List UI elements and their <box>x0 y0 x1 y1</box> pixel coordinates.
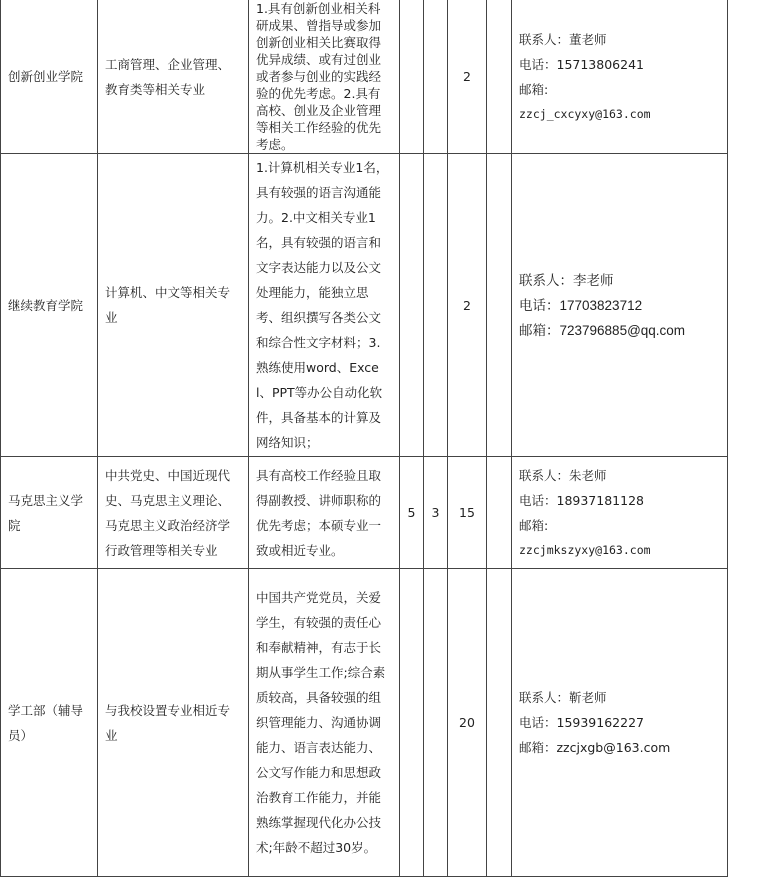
contact-email-label: 邮箱: <box>519 517 549 533</box>
dept-cell: 学工部（辅导员） <box>1 569 98 877</box>
count-cell-1 <box>400 569 424 877</box>
total-count-cell: 20 <box>448 569 487 877</box>
contact-email: 邮箱：723796885@qq.com <box>519 322 686 338</box>
major-cell: 中共党史、中国近现代史、马克思主义理论、马克思主义政治经济学行政管理等相关专业 <box>98 457 249 569</box>
contact-email: zzcj_cxcyxy@163.com <box>519 106 651 121</box>
requirement-cell: 中国共产党党员，关爱学生，有较强的责任心和奉献精神，有志于长期从事学生工作;综合素质较高，具备较强的组织管理能力、沟通协调能力、语言表达能力、公文写作能力和思想政治教育工作能力，并能熟练掌握现代化办公技术;年龄不超过30岁。 <box>249 569 400 877</box>
requirement-cell: 具有高校工作经验且取得副教授、讲师职称的优先考虑；本硕专业一致或相近专业。 <box>249 457 400 569</box>
count-cell-1: 5 <box>400 457 424 569</box>
table-row <box>1 457 728 569</box>
count-cell-1 <box>400 0 424 154</box>
major-cell: 与我校设置专业相近专业 <box>98 569 249 877</box>
contact-person: 联系人：董老师 <box>519 31 607 47</box>
contact-person: 联系人：李老师 <box>519 272 614 288</box>
contact-phone: 电话：15713806241 <box>519 56 644 72</box>
table-row <box>1 0 728 154</box>
count-cell-2 <box>424 0 448 154</box>
blank-cell <box>487 569 512 877</box>
requirement-cell: 1.计算机相关专业1名，具有较强的语言沟通能力。2.中文相关专业1名，具有较强的语言和文字表达能力以及公文处理能力，能独立思考、组织撰写各类公文和综合性文字材料；3.熟练使用word、Excel、PPT等办公自动化软件，具备基本的计算及网络知识； <box>249 154 400 457</box>
contact-email-label: 邮箱: <box>519 81 549 97</box>
major-cell: 工商管理、企业管理、教育类等相关专业 <box>98 0 249 154</box>
dept-cell: 马克思主义学院 <box>1 457 98 569</box>
contact-cell <box>512 0 728 154</box>
contact-cell <box>512 154 728 457</box>
blank-cell <box>487 457 512 569</box>
requirement-cell: 1.具有创新创业相关科研成果、曾指导或参加创新创业相关比赛取得优异成绩、或有过创业或者参与创业的实践经验的优先考虑。2.具有高校、创业及企业管理等相关工作经验的优先考虑。 <box>249 0 400 154</box>
major-cell: 计算机、中文等相关专业 <box>98 154 249 457</box>
contact-phone: 电话：17703823712 <box>519 297 643 313</box>
total-count-cell: 2 <box>448 0 487 154</box>
contact-phone: 电话：18937181128 <box>519 492 644 508</box>
dept-cell: 创新创业学院 <box>1 0 98 154</box>
count-cell-2: 3 <box>424 457 448 569</box>
count-cell-2 <box>424 569 448 877</box>
contact-cell <box>512 457 728 569</box>
contact-cell <box>512 569 728 877</box>
dept-cell: 继续教育学院 <box>1 154 98 457</box>
table-row <box>1 154 728 457</box>
contact-phone: 电话：15939162227 <box>519 715 644 730</box>
total-count-cell: 2 <box>448 154 487 457</box>
count-cell-2 <box>424 154 448 457</box>
table-row <box>1 569 728 877</box>
total-count-cell: 15 <box>448 457 487 569</box>
blank-cell <box>487 0 512 154</box>
count-cell-1 <box>400 154 424 457</box>
contact-person: 联系人：朱老师 <box>519 467 607 483</box>
blank-cell <box>487 154 512 457</box>
contact-person: 联系人：靳老师 <box>519 690 607 705</box>
contact-email: 邮箱：zzcjxgb@163.com <box>519 740 671 755</box>
contact-email: zzcjmkszyxy@163.com <box>519 542 651 557</box>
